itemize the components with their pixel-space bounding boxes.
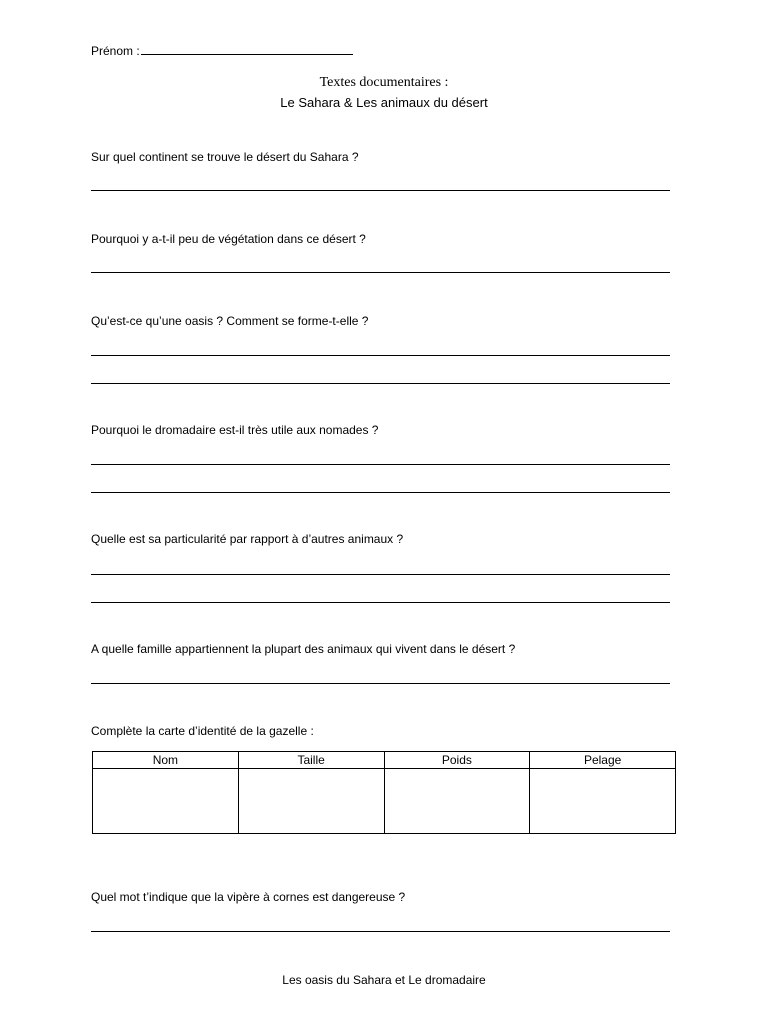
table-header-poids: Poids bbox=[384, 752, 530, 769]
table-row bbox=[93, 769, 676, 834]
question-8: Quel mot t’indique que la vipère à cornes est dangereuse ? bbox=[91, 890, 406, 904]
answer-line-3b[interactable] bbox=[91, 383, 670, 384]
question-1: Sur quel continent se trouve le désert du Sahara ? bbox=[91, 150, 359, 164]
answer-line-1a[interactable] bbox=[91, 190, 670, 191]
answer-line-5a[interactable] bbox=[91, 574, 670, 575]
answer-line-5b[interactable] bbox=[91, 602, 670, 603]
question-2: Pourquoi y a-t-il peu de végétation dans ce désert ? bbox=[91, 232, 366, 246]
table-cell-pelage[interactable] bbox=[530, 769, 676, 834]
table-cell-taille[interactable] bbox=[238, 769, 384, 834]
worksheet-subtitle: Le Sahara & Les animaux du désert bbox=[280, 95, 488, 110]
table-cell-poids[interactable] bbox=[384, 769, 530, 834]
worksheet-footer: Les oasis du Sahara et Le dromadaire bbox=[282, 973, 486, 987]
answer-line-2a[interactable] bbox=[91, 272, 670, 273]
prenom-field bbox=[91, 43, 353, 58]
answer-line-6a[interactable] bbox=[91, 683, 670, 684]
gazelle-identity-table bbox=[92, 751, 676, 834]
question-6: A quelle famille appartiennent la plupart des animaux qui vivent dans le désert ? bbox=[91, 642, 516, 656]
table-cell-nom[interactable] bbox=[93, 769, 239, 834]
answer-line-8a[interactable] bbox=[91, 931, 670, 932]
question-5: Quelle est sa particularité par rapport à d’autres animaux ? bbox=[91, 532, 404, 546]
table-header-row bbox=[93, 752, 676, 769]
question-3: Qu’est-ce qu’une oasis ? Comment se forme-t-elle ? bbox=[91, 314, 369, 328]
prenom-answer-line[interactable] bbox=[141, 43, 353, 55]
prenom-label: Prénom : bbox=[91, 44, 140, 58]
answer-line-4b[interactable] bbox=[91, 492, 670, 493]
question-4: Pourquoi le dromadaire est-il très utile aux nomades ? bbox=[91, 423, 379, 437]
answer-line-4a[interactable] bbox=[91, 464, 670, 465]
table-header-nom: Nom bbox=[93, 752, 239, 769]
answer-line-3a[interactable] bbox=[91, 355, 670, 356]
question-7: Complète la carte d’identité de la gazelle : bbox=[91, 724, 314, 738]
table-header-pelage: Pelage bbox=[530, 752, 676, 769]
worksheet-title: Textes documentaires : bbox=[319, 75, 449, 90]
table-header-taille: Taille bbox=[238, 752, 384, 769]
